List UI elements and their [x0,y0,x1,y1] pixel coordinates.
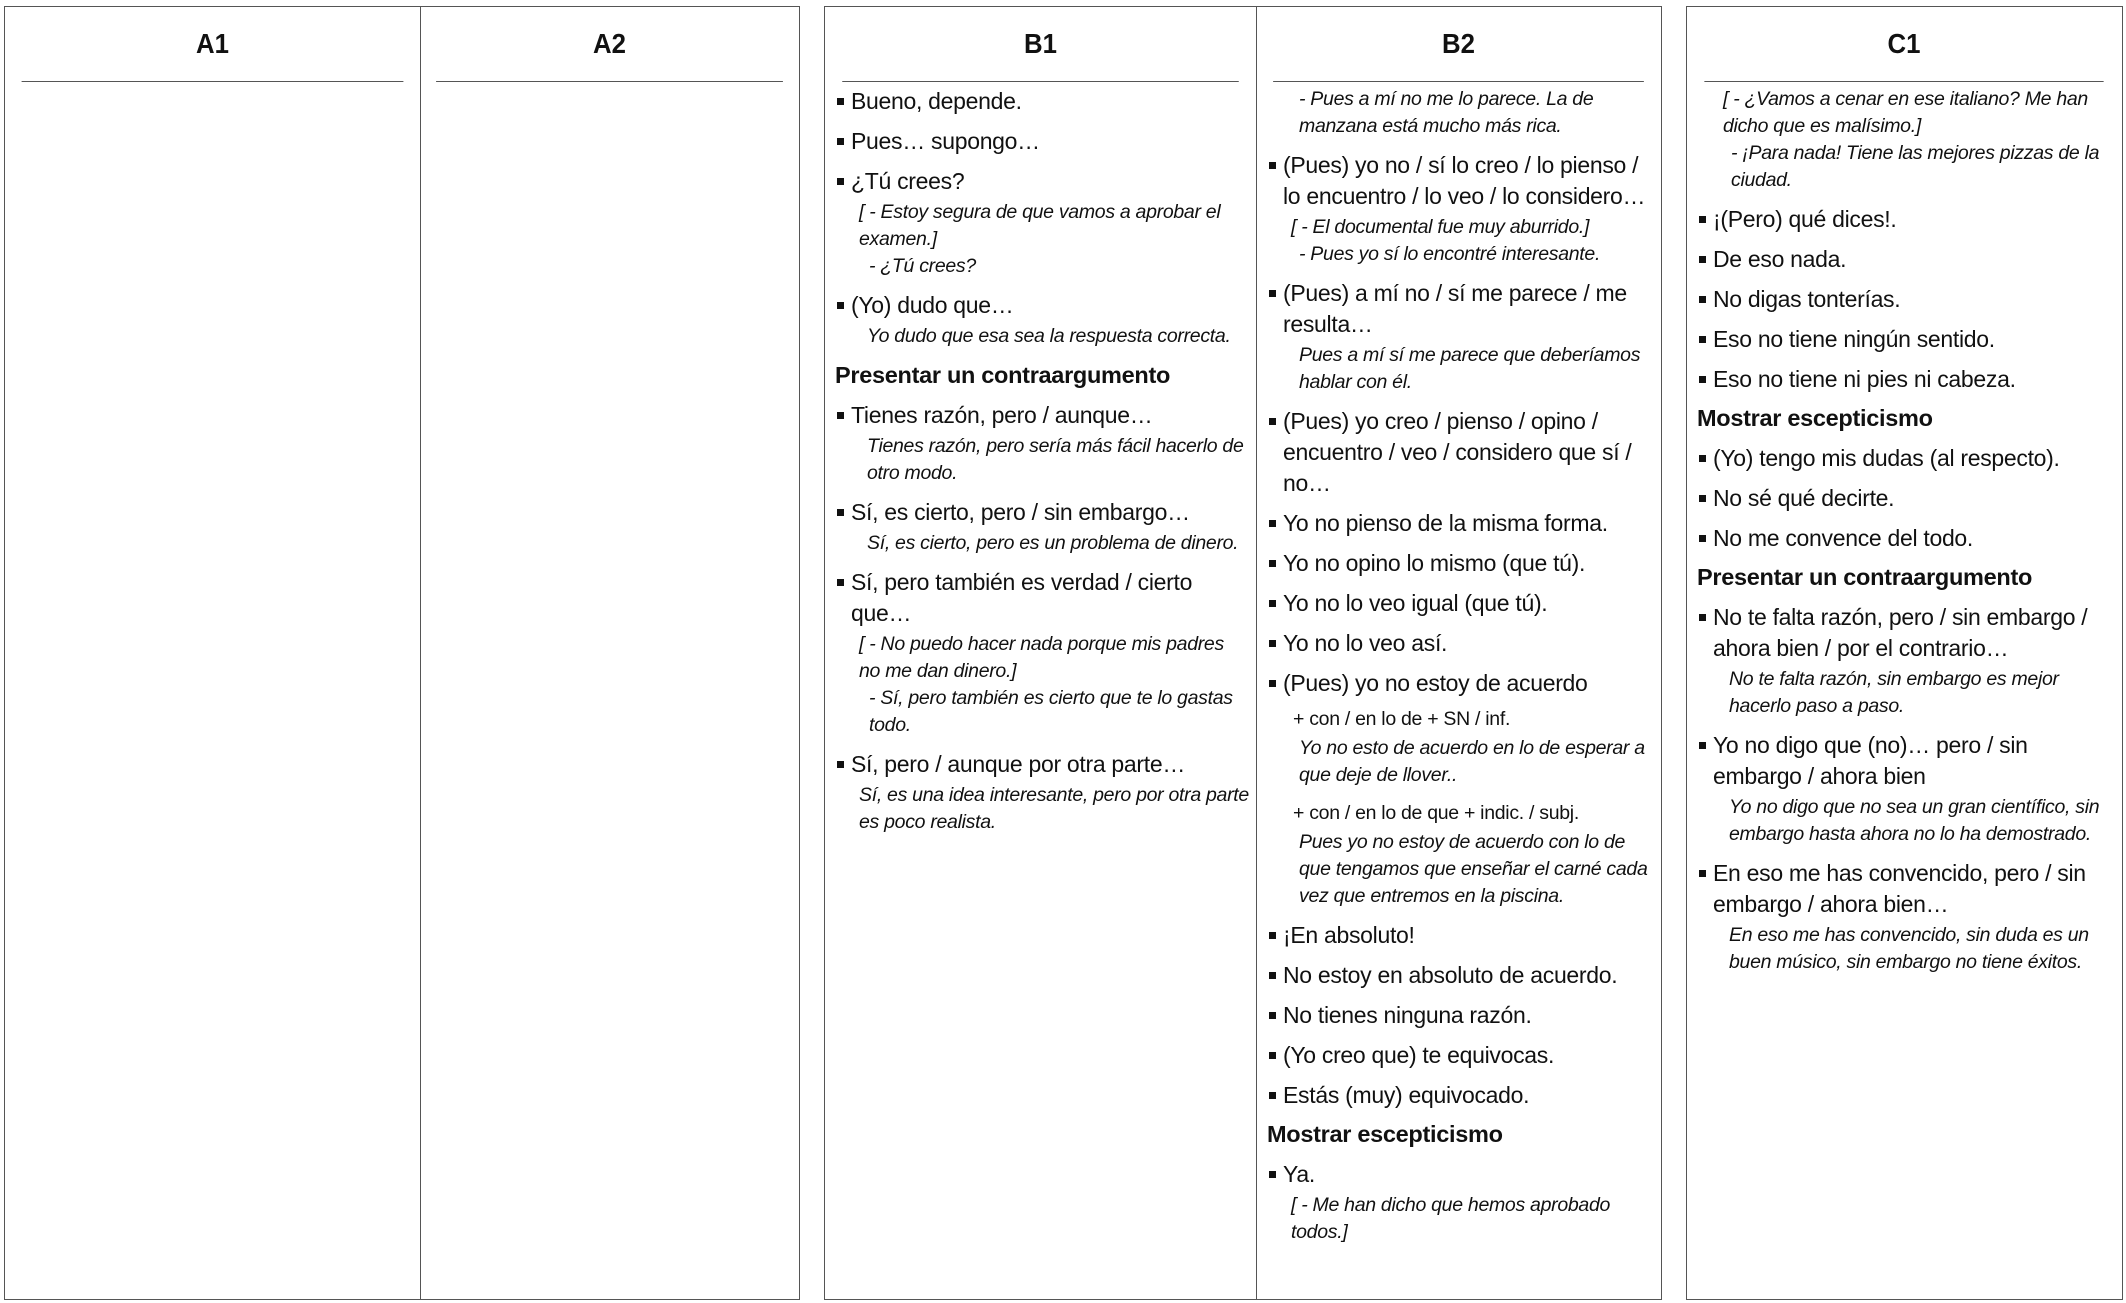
example-line: [ - ¿Vamos a cenar en ese italiano? Me han dicho que es malísimo.] [1723,88,2088,137]
example: Pues yo no estoy de acuerdo con lo de que tengamos que enseñar el carné cada vez que entremos en la piscina. [1299,831,1648,907]
c1-content [1687,82,2121,976]
list-item: No digas tonterías. [1697,284,2115,315]
list-item: (Pues) yo creo / pienso / opino / encuentro / veo / considero que sí / no… [1267,406,1654,499]
b2-content [1257,82,1660,1246]
example-line: [ - Estoy segura de que vamos a aprobar el examen.] [859,201,1221,250]
list-item: ¡(Pero) qué dices!. [1697,204,2115,235]
header-a2: A2 [436,7,783,82]
example: Pues a mí sí me parece que deberíamos hablar con él. [1299,344,1641,393]
list-item: Ya. [1267,1159,1654,1190]
column-a1 [5,7,420,1299]
list-item: Sí, es cierto, pero / sin embargo… [835,497,1250,528]
list-item: De eso nada. [1697,244,2115,275]
column-b2 [1256,7,1660,1299]
section-heading: Mostrar escepticismo [1267,1121,1503,1147]
list-item: No tienes ninguna razón. [1267,1000,1654,1031]
example: No te falta razón, sin embargo es mejor hacerlo paso a paso. [1729,668,2059,717]
list-item: (Yo) dudo que… [835,290,1250,321]
list-item: Pues… supongo… [835,126,1250,157]
list-item: (Pues) yo no estoy de acuerdo [1267,668,1654,699]
list-item: ¡En absoluto! [1267,920,1654,951]
list-item: Estás (muy) equivocado. [1267,1080,1654,1111]
list-item: (Yo creo que) te equivocas. [1267,1040,1654,1071]
example: Sí, es cierto, pero es un problema de dinero. [867,532,1239,554]
example: Yo no esto de acuerdo en lo de esperar a que deje de llover.. [1299,737,1645,786]
list-item: Yo no opino lo mismo (que tú). [1267,548,1654,579]
example-continuation [1723,86,2115,194]
table-c [1686,6,2123,1300]
section-heading: Presentar un contraargumento [835,362,1171,388]
example [859,199,1250,280]
example-line: - Sí, pero también es cierto que te lo gastas todo. [869,687,1233,736]
list-item: No te falta razón, pero / sin embargo / ahora bien / por el contrario… [1697,602,2115,664]
example-line: - Pues yo sí lo encontré interesante. [1299,243,1601,265]
list-item: Bueno, depende. [835,86,1250,117]
list-item: (Yo) tengo mis dudas (al respecto). [1697,443,2115,474]
column-b1 [825,7,1256,1299]
column-c1 [1687,7,2121,1299]
list-item: (Pues) yo no / sí lo creo / lo pienso / lo encuentro / lo veo / lo considero… [1267,150,1654,212]
list-item: (Pues) a mí no / sí me parece / me resulta… [1267,278,1654,340]
list-item: Tienes razón, pero / aunque… [835,400,1250,431]
list-item: Yo no lo veo así. [1267,628,1654,659]
table-b [824,6,1662,1300]
list-item: En eso me has convencido, pero / sin embargo / ahora bien… [1697,858,2115,920]
header-c1: C1 [1704,7,2103,82]
b1-content [825,82,1256,836]
list-item: Yo no digo que (no)… pero / sin embargo / ahora bien [1697,730,2115,792]
example: En eso me has convencido, sin duda es un buen músico, sin embargo no tiene éxitos. [1729,924,2089,973]
list-item: No me convence del todo. [1697,523,2115,554]
grammar-note: + con / en lo de + SN / inf. [1293,708,1511,730]
example [1291,214,1654,268]
list-item: No estoy en absoluto de acuerdo. [1267,960,1654,991]
example: Yo no digo que no sea un gran científico, sin embargo hasta ahora no lo ha demostrado. [1729,796,2100,845]
list-item: ¿Tú crees? [835,166,1250,197]
list-item: Yo no pienso de la misma forma. [1267,508,1654,539]
list-item: Sí, pero también es verdad / cierto que… [835,567,1250,629]
example [859,631,1250,739]
example: Sí, es una idea interesante, pero por otra parte es poco realista. [859,784,1249,833]
example-line: [ - El documental fue muy aburrido.] [1291,216,1590,238]
list-item: Eso no tiene ni pies ni cabeza. [1697,364,2115,395]
example-line: [ - No puedo hacer nada porque mis padres no me dan dinero.] [859,633,1224,682]
header-a1: A1 [22,7,404,82]
column-a2 [420,7,798,1299]
section-heading: Presentar un contraargumento [1697,564,2033,590]
table-a [4,6,800,1300]
example: [ - Me han dicho que hemos aprobado todos.] [1291,1194,1611,1243]
example-line: - ¿Tú crees? [869,255,976,277]
example: Tienes razón, pero sería más fácil hacerlo de otro modo. [867,435,1244,484]
list-item: Eso no tiene ningún sentido. [1697,324,2115,355]
section-heading: Mostrar escepticismo [1697,405,1933,431]
list-item: Yo no lo veo igual (que tú). [1267,588,1654,619]
header-b2: B2 [1273,7,1644,82]
list-item: No sé qué decirte. [1697,483,2115,514]
example-line: - ¡Para nada! Tiene las mejores pizzas de la ciudad. [1731,142,2100,191]
grammar-note: + con / en lo de que + indic. / subj. [1293,802,1579,824]
example-continuation: - Pues a mí no me lo parece. La de manzana está mucho más rica. [1299,88,1594,137]
example: Yo dudo que esa sea la respuesta correcta. [867,325,1231,347]
header-b1: B1 [842,7,1239,82]
list-item: Sí, pero / aunque por otra parte… [835,749,1250,780]
